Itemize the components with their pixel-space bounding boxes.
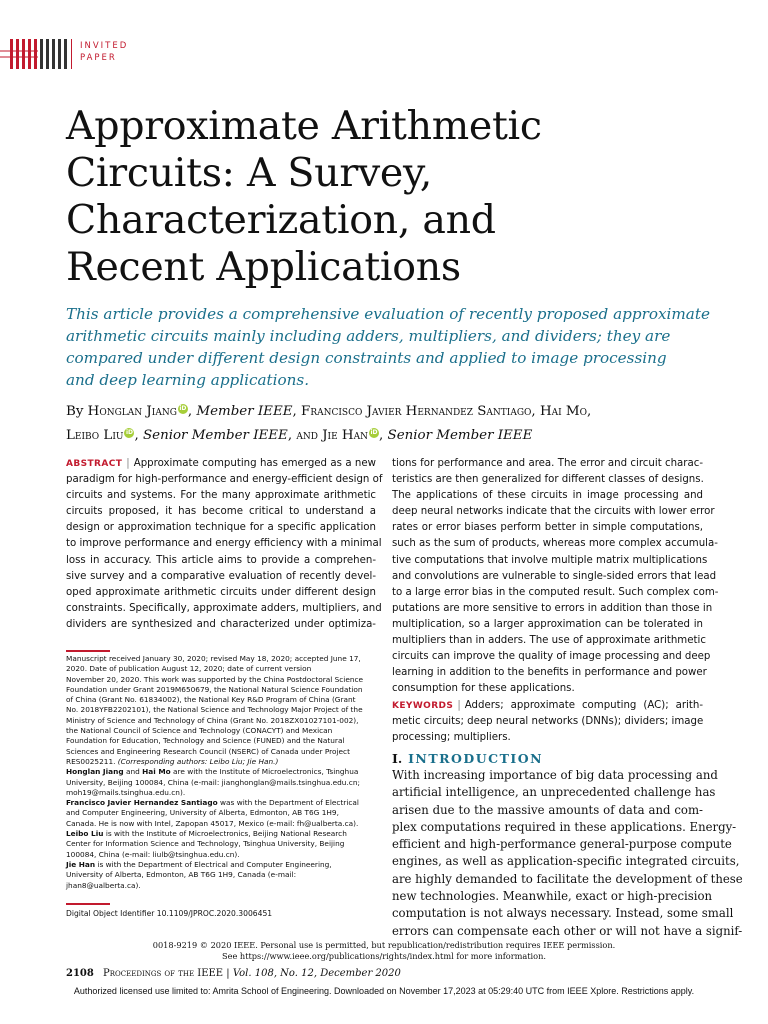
footnote-line: Ministry of Science and Technology of China (Grant No. 2018ZX01027101-002), bbox=[66, 715, 359, 725]
affiliation-name: Francisco Javier Hernandez Santiago bbox=[66, 798, 218, 808]
footnote-line: November 20, 2020. This work was supported by the China Postdoctoral Science bbox=[66, 674, 364, 684]
footer-separator: | bbox=[226, 968, 230, 979]
keywords-block bbox=[392, 698, 703, 746]
footnote-line: No. 2018YFB2202101), the National Science and Technology Major Project of the bbox=[66, 705, 363, 715]
orcid-icon[interactable]: iD bbox=[125, 429, 133, 436]
abstract-line: to a large error bias in the computed result. Such complex com- bbox=[392, 586, 719, 598]
title-line: Recent Applications bbox=[66, 244, 461, 290]
author-name: Honglan Jiang bbox=[87, 404, 177, 419]
footnote-line: Sciences and Engineering Research Council (NSERC) of Canada under Project bbox=[66, 746, 350, 756]
abstract-line: consumption for these applications. bbox=[392, 683, 575, 695]
intro-line: artificial intelligence, an unprecedented challenge has bbox=[392, 785, 716, 800]
article-deck bbox=[66, 303, 710, 391]
affiliation-line: was with the Department of Electrical bbox=[220, 798, 359, 808]
keywords-separator: | bbox=[457, 700, 461, 711]
doi-divider bbox=[66, 903, 110, 905]
affiliation-line: moh19@mails.tsinghua.edu.cn). bbox=[66, 787, 186, 797]
section-number: I. bbox=[392, 751, 403, 766]
abstract-line: multiplication, so a larger approximation can be tolerated in bbox=[392, 618, 703, 630]
volume-info: Vol. 108, No. 12, December 2020 bbox=[232, 968, 401, 979]
license-notice: Authorized licensed use limited to: Amrita School of Engineering. Downloaded on November 17,2023 at 05:29:40 UTC from IEEE Xplore. Restrictions apply. bbox=[73, 986, 695, 996]
abstract-line: to improve performance and energy efficiency with a minimal bbox=[66, 538, 382, 550]
keywords-line: processing; multipliers. bbox=[392, 732, 511, 744]
affiliation-line: University, Beijing 100084, China (e-mail: jianghonglan@mails.tsinghua.edu.cn; bbox=[66, 777, 360, 787]
affiliation-name: Leibo Liu bbox=[66, 829, 104, 839]
affiliation-line: is with the Department of Electrical and Computer Engineering, bbox=[97, 859, 332, 869]
abstract-line: The applications of these circuits in image processing and bbox=[392, 490, 703, 502]
abstract-line: teristics are then generalized for different classes of designs. bbox=[392, 474, 704, 486]
title-line: Characterization, and bbox=[66, 197, 496, 243]
intro-line: errors can compensate each other or will not have a signif- bbox=[392, 923, 743, 938]
page-number: 2108 bbox=[66, 968, 94, 979]
author-name: Hai Mo bbox=[539, 404, 588, 419]
journal-name: Proceedings of the IEEE bbox=[103, 968, 224, 979]
affiliation-name: Honglan Jiang bbox=[66, 767, 124, 777]
title-line: Approximate Arithmetic bbox=[66, 103, 542, 149]
corresponding-authors: (Corresponding authors: Leibo Liu; Jie Han.) bbox=[117, 756, 279, 766]
intro-line: arisen due to the massive amounts of data and com- bbox=[392, 802, 703, 817]
author-name: Jie Han bbox=[322, 428, 368, 443]
deck-line: This article provides a comprehensive evaluation of recently proposed approximate bbox=[66, 305, 710, 323]
abstract-separator: | bbox=[126, 458, 130, 469]
badge-line-2: PAPER bbox=[80, 53, 117, 63]
by-label: By bbox=[66, 404, 84, 419]
footnote-line: Foundation for Education, Technology and Science (FUNED) and the Natural bbox=[66, 736, 345, 746]
section-title: INTRODUCTION bbox=[408, 751, 544, 766]
affiliation-line: University of Alberta, Edmonton, AB T6G 1H9, Canada (e-mail: bbox=[66, 870, 297, 880]
affiliation-name: Jie Han bbox=[66, 859, 96, 869]
intro-line: engines, as well as application-specific integrated circuits, bbox=[392, 854, 740, 869]
affiliation-line: 100084, China (e-mail: liulb@tsinghua.edu.cn). bbox=[66, 849, 240, 859]
affiliation-line: Canada. He is now with Intel, Zapopan 45017, Mexico (e-mail: fh@ualberta.ca). bbox=[66, 818, 359, 828]
abstract-line: circuits can improve the quality of image processing and deep bbox=[392, 651, 711, 663]
intro-line: computation is not always necessary. Instead, some small bbox=[392, 906, 734, 921]
and-label: and bbox=[296, 428, 318, 443]
author-role: Senior Member IEEE bbox=[142, 428, 288, 443]
author-name: Leibo Liu bbox=[66, 428, 124, 443]
affiliation-line: are with the Institute of Microelectronics, Tsinghua bbox=[173, 767, 359, 777]
author-role: Member IEEE bbox=[196, 404, 293, 419]
abstract-line: and convolutions are vulnerable to single-sided errors that lead bbox=[392, 570, 717, 582]
abstract-line: tions for performance and area. The error and circuit charac- bbox=[392, 458, 703, 469]
abstract-line: deep neural networks indicate that the circuits with lower error bbox=[392, 506, 715, 518]
intro-line: plex computations required in these applications. Energy- bbox=[392, 819, 737, 834]
abstract-line: learning in addition to the benefits in performance and power bbox=[392, 667, 707, 679]
abstract-line: dividers are synthesized and characterized under optimiza- bbox=[66, 618, 376, 630]
abstract-line: circuits proposed, it has become critical to understand a bbox=[66, 506, 376, 518]
affiliation-name: Hai Mo bbox=[142, 767, 171, 777]
affiliation-line: jhan8@ualberta.ca). bbox=[66, 880, 141, 890]
affiliation-line: and Computer Engineering, University of Alberta, Edmonton, AB T6G 1H9, bbox=[66, 808, 339, 818]
author-role: Senior Member IEEE bbox=[387, 428, 533, 443]
abstract-line: sive survey and a comparative evaluation of recently devel- bbox=[66, 570, 376, 582]
abstract-line: Approximate computing has emerged as a new bbox=[133, 458, 376, 469]
abstract-label: ABSTRACT bbox=[66, 459, 123, 469]
abstract-line: tive computations that involve multiple matrix multiplications bbox=[392, 554, 708, 566]
copyright-line: 0018-9219 © 2020 IEEE. Personal use is permitted, but republication/redistribution requires IEEE permission. bbox=[152, 940, 616, 950]
intro-line: new technologies. Meanwhile, exact or high-precision bbox=[392, 889, 713, 904]
doi-link[interactable]: Digital Object Identifier 10.1109/JPROC.2020.3006451 bbox=[66, 909, 273, 918]
abstract-line: oped approximate arithmetic circuits under different design bbox=[66, 586, 376, 598]
invited-paper-stripes-icon bbox=[0, 37, 76, 71]
footnote bbox=[66, 654, 378, 891]
orcid-icon[interactable]: iD bbox=[370, 429, 378, 436]
footnote-line: Foundation under Grant 2019M650679, the National Natural Science Foundation bbox=[66, 684, 363, 694]
article-title bbox=[66, 103, 706, 291]
footnote-line: of China (Grant No. 61834002), the National Key R&D Program of China (Grant bbox=[66, 695, 356, 705]
deck-line: compared under different design constraints and applied to image processing bbox=[66, 349, 667, 367]
footnote-line: Manuscript received January 30, 2020; revised May 18, 2020; accepted June 17, bbox=[66, 654, 361, 663]
author-list: By Honglan Jiang iD, Member IEEE, Francisco Javier Hernandez Santiago, Hai Mo, Leibo Liu iD, Senior Member IEEE, and Jie Han iD, Senior Member IEEE bbox=[66, 404, 592, 443]
deck-line: and deep learning applications. bbox=[66, 371, 310, 389]
affiliation-line: Center for Information Science and Technology, Tsinghua University, Beijing bbox=[66, 839, 345, 849]
orcid-icon[interactable]: iD bbox=[179, 405, 187, 412]
keywords-line: Adders; approximate computing (AC); arith- bbox=[464, 700, 703, 711]
abstract-column-right bbox=[392, 456, 719, 697]
affiliation-and: and bbox=[125, 767, 140, 777]
abstract-line: loss in accuracy. This article aims to provide a comprehen- bbox=[66, 554, 376, 566]
abstract-line: paradigm for high-performance and energy-efficient design of bbox=[66, 474, 383, 486]
deck-line: arithmetic circuits mainly including adders, multipliers, and dividers; they are bbox=[66, 327, 671, 345]
running-footer bbox=[66, 968, 401, 979]
abstract-line: circuits and systems. For the many approximate arithmetic bbox=[66, 490, 376, 502]
intro-line: are highly demanded to facilitate the development of these bbox=[392, 871, 743, 886]
abstract-column-left bbox=[66, 456, 383, 633]
footnote-line: 2020. Date of publication August 12, 2020; date of current version bbox=[66, 664, 312, 674]
footnote-line: RES0025211. bbox=[66, 756, 116, 766]
copyright-notice bbox=[0, 940, 768, 962]
intro-line: With increasing importance of big data processing and bbox=[392, 768, 718, 782]
abstract-line: multipliers than in adders. The use of approximate arithmetic bbox=[392, 635, 706, 647]
badge-line-1: INVITED bbox=[80, 41, 129, 51]
introduction-text bbox=[392, 767, 743, 940]
invited-paper-badge bbox=[80, 40, 128, 64]
abstract-line: such as the sum of products, whereas more complex accumula- bbox=[392, 538, 718, 550]
author-name: Francisco Javier Hernandez Santiago bbox=[301, 404, 532, 419]
abstract-line: rates or error biases perform better in simple computations, bbox=[392, 522, 703, 534]
section-heading-introduction bbox=[392, 751, 703, 766]
title-line: Circuits: A Survey, bbox=[66, 150, 433, 196]
abstract-line: design or approximation technique for a specific application bbox=[66, 522, 376, 534]
keywords-label: KEYWORDS bbox=[392, 701, 454, 711]
copyright-line[interactable]: See https://www.ieee.org/publications/rights/index.html for more information. bbox=[222, 951, 546, 961]
abstract-line: putations are more sensitive to errors in addition than those in bbox=[392, 602, 713, 614]
footnote-line: the National Council of Science and Technology (CONACYT) and Mexican bbox=[66, 726, 333, 736]
affiliation-line: is with the Institute of Microelectronics, Beijing National Research bbox=[105, 829, 347, 839]
footnote-divider bbox=[66, 650, 110, 652]
abstract-line: constraints. Specifically, approximate adders, multipliers, and bbox=[66, 602, 382, 614]
keywords-line: metic circuits; deep neural networks (DNNs); dividers; image bbox=[392, 716, 704, 728]
intro-line: efficient and high-performance general-purpose compute bbox=[392, 837, 732, 852]
